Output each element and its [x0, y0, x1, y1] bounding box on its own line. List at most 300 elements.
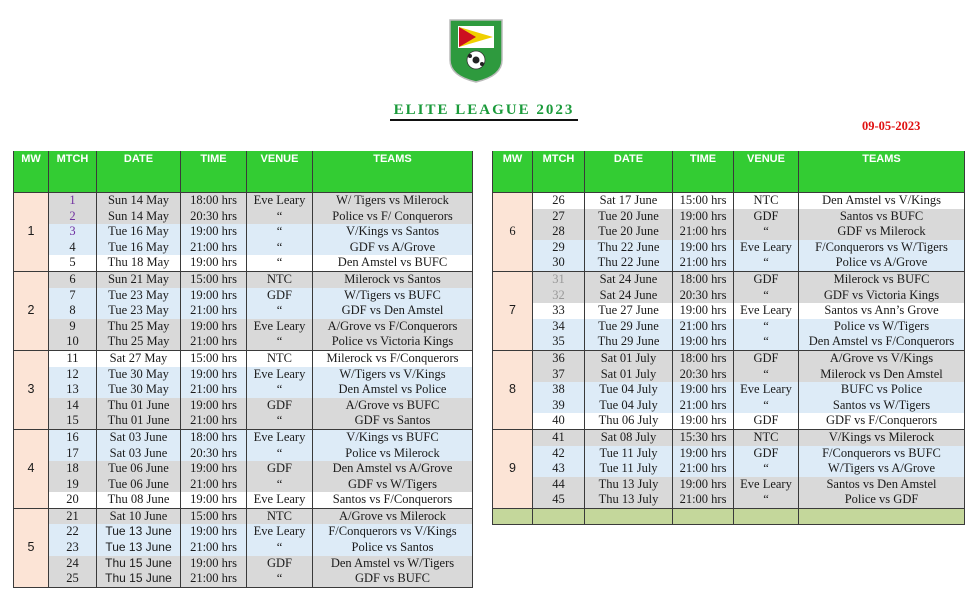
table-header-row	[14, 151, 473, 193]
match-date: Thu 06 July	[585, 413, 673, 429]
match-date: Sat 03 June	[97, 429, 181, 445]
match-venue: “	[247, 224, 313, 240]
match-time: 19:00 hrs	[181, 224, 247, 240]
match-number: 32	[533, 288, 585, 304]
match-time: 19:00 hrs	[181, 492, 247, 508]
matchweek-cell: 3	[14, 350, 49, 429]
match-venue: Eve Leary	[734, 240, 799, 256]
match-venue: “	[734, 288, 799, 304]
table-row	[14, 556, 473, 572]
table-row	[14, 224, 473, 240]
table-row	[493, 367, 965, 383]
match-venue: GDF	[247, 461, 313, 477]
match-time: 19:00 hrs	[181, 319, 247, 335]
match-time: 21:00 hrs	[181, 413, 247, 429]
match-venue: “	[247, 477, 313, 493]
match-date: Thu 25 May	[97, 319, 181, 335]
match-number: 35	[533, 334, 585, 350]
match-date: Sun 14 May	[97, 209, 181, 225]
match-time: 19:00 hrs	[673, 382, 734, 398]
match-teams: GDF vs A/Grove	[313, 240, 473, 256]
match-date: Thu 22 June	[585, 240, 673, 256]
match-venue: GDF	[247, 556, 313, 572]
match-number: 20	[49, 492, 97, 508]
table-row	[14, 413, 473, 429]
match-venue: Eve Leary	[734, 477, 799, 493]
table-row	[14, 255, 473, 271]
match-number: 14	[49, 398, 97, 414]
match-teams: GDF vs Santos	[313, 413, 473, 429]
match-venue: “	[247, 209, 313, 225]
match-teams: V/Kings vs BUFC	[313, 429, 473, 445]
match-teams: F/Conquerors vs V/Kings	[313, 524, 473, 540]
table-row	[14, 540, 473, 556]
match-venue: “	[247, 382, 313, 398]
match-date: Sat 10 June	[97, 508, 181, 524]
match-number: 42	[533, 446, 585, 462]
match-number: 24	[49, 556, 97, 572]
match-teams: Santos vs Den Amstel	[799, 477, 965, 493]
match-number: 5	[49, 255, 97, 271]
table-row	[14, 334, 473, 350]
match-number: 15	[49, 413, 97, 429]
col-header-venue: VENUE	[734, 151, 799, 193]
match-venue: NTC	[247, 271, 313, 287]
matchweek-cell: 4	[14, 429, 49, 508]
table-row	[493, 224, 965, 240]
match-teams: W/Tigers vs BUFC	[313, 288, 473, 304]
match-time: 19:00 hrs	[673, 240, 734, 256]
match-number: 12	[49, 367, 97, 383]
col-header-teams: TEAMS	[799, 151, 965, 193]
table-row	[493, 461, 965, 477]
match-date: Tue 20 June	[585, 209, 673, 225]
match-number: 19	[49, 477, 97, 493]
match-teams: Police vs Santos	[313, 540, 473, 556]
match-venue: GDF	[734, 209, 799, 225]
fixtures-table-right	[492, 151, 965, 525]
match-date: Tue 30 May	[97, 367, 181, 383]
match-teams: Santos vs F/Conquerors	[313, 492, 473, 508]
match-venue: “	[247, 571, 313, 587]
match-number: 13	[49, 382, 97, 398]
match-date: Thu 13 July	[585, 492, 673, 508]
matchweek-cell: 8	[493, 350, 533, 429]
match-number: 44	[533, 477, 585, 493]
match-time: 21:00 hrs	[181, 571, 247, 587]
table-row	[14, 193, 473, 209]
match-date: Tue 04 July	[585, 398, 673, 414]
match-number: 6	[49, 271, 97, 287]
match-time: 20:30 hrs	[673, 367, 734, 383]
table-row	[14, 382, 473, 398]
match-number: 33	[533, 303, 585, 319]
match-number: 36	[533, 350, 585, 366]
filler-cell	[673, 508, 734, 525]
match-time: 18:00 hrs	[181, 193, 247, 209]
match-date: Tue 16 May	[97, 224, 181, 240]
match-time: 15:00 hrs	[181, 508, 247, 524]
match-venue: NTC	[734, 429, 799, 445]
match-teams: GDF vs W/Tigers	[313, 477, 473, 493]
match-number: 41	[533, 429, 585, 445]
match-teams: Police vs F/ Conquerors	[313, 209, 473, 225]
match-venue: Eve Leary	[247, 492, 313, 508]
match-date: Tue 04 July	[585, 382, 673, 398]
match-time: 21:00 hrs	[673, 224, 734, 240]
match-number: 7	[49, 288, 97, 304]
match-teams: GDF vs F/Conquerors	[799, 413, 965, 429]
match-venue: GDF	[734, 350, 799, 366]
match-teams: GDF vs BUFC	[313, 571, 473, 587]
table-row	[493, 303, 965, 319]
match-number: 16	[49, 429, 97, 445]
match-venue: Eve Leary	[734, 382, 799, 398]
col-header-date: DATE	[585, 151, 673, 193]
match-venue: “	[247, 303, 313, 319]
match-venue: Eve Leary	[247, 429, 313, 445]
match-date: Tue 13 June	[97, 524, 181, 540]
match-date: Sat 01 July	[585, 367, 673, 383]
match-date: Sat 24 June	[585, 271, 673, 287]
col-header-mw: MW	[493, 151, 533, 193]
match-time: 19:00 hrs	[181, 288, 247, 304]
table-row	[493, 413, 965, 429]
table-header-row	[493, 151, 965, 193]
match-date: Thu 01 June	[97, 413, 181, 429]
match-time: 18:00 hrs	[673, 271, 734, 287]
match-date: Sat 03 June	[97, 446, 181, 462]
match-date: Sun 14 May	[97, 193, 181, 209]
table-row	[14, 209, 473, 225]
match-time: 21:00 hrs	[673, 319, 734, 335]
match-number: 25	[49, 571, 97, 587]
match-number: 45	[533, 492, 585, 508]
match-date: Thu 01 June	[97, 398, 181, 414]
table-row	[493, 319, 965, 335]
match-number: 21	[49, 508, 97, 524]
match-teams: A/Grove vs BUFC	[313, 398, 473, 414]
match-teams: Police vs GDF	[799, 492, 965, 508]
match-teams: V/Kings vs Santos	[313, 224, 473, 240]
match-time: 21:00 hrs	[181, 540, 247, 556]
table-row	[493, 209, 965, 225]
match-time: 21:00 hrs	[181, 382, 247, 398]
match-time: 15:00 hrs	[181, 271, 247, 287]
filler-cell	[533, 508, 585, 525]
match-teams: Den Amstel vs V/Kings	[799, 193, 965, 209]
matchweek-cell: 9	[493, 429, 533, 508]
match-number: 40	[533, 413, 585, 429]
match-venue: “	[734, 224, 799, 240]
gff-crest-logo	[446, 16, 506, 84]
match-time: 21:00 hrs	[181, 334, 247, 350]
match-date: Sat 08 July	[585, 429, 673, 445]
match-time: 15:00 hrs	[181, 350, 247, 366]
match-venue: Eve Leary	[247, 524, 313, 540]
table-row	[493, 446, 965, 462]
match-teams: A/Grove vs V/Kings	[799, 350, 965, 366]
match-time: 19:00 hrs	[181, 524, 247, 540]
matchweek-cell: 7	[493, 271, 533, 350]
match-time: 19:00 hrs	[673, 334, 734, 350]
col-header-time: TIME	[673, 151, 734, 193]
match-teams: GDF vs Milerock	[799, 224, 965, 240]
table-row	[493, 477, 965, 493]
match-date: Tue 20 June	[585, 224, 673, 240]
filler-cell	[585, 508, 673, 525]
match-number: 8	[49, 303, 97, 319]
match-venue: NTC	[734, 193, 799, 209]
table-row	[493, 255, 965, 271]
table-row	[493, 334, 965, 350]
match-teams: Police vs A/Grove	[799, 255, 965, 271]
match-time: 19:00 hrs	[673, 209, 734, 225]
col-header-time: TIME	[181, 151, 247, 193]
match-number: 39	[533, 398, 585, 414]
match-number: 9	[49, 319, 97, 335]
match-teams: Den Amstel vs F/Conquerors	[799, 334, 965, 350]
match-number: 31	[533, 271, 585, 287]
match-date: Sat 01 July	[585, 350, 673, 366]
match-time: 19:00 hrs	[673, 303, 734, 319]
match-venue: “	[734, 319, 799, 335]
table-row	[14, 508, 473, 524]
matchweek-cell: 5	[14, 508, 49, 587]
match-venue: “	[247, 240, 313, 256]
match-time: 15:30 hrs	[673, 429, 734, 445]
match-date: Tue 23 May	[97, 288, 181, 304]
table-row	[14, 367, 473, 383]
match-time: 21:00 hrs	[181, 240, 247, 256]
match-date: Sat 24 June	[585, 288, 673, 304]
match-venue: “	[247, 413, 313, 429]
match-number: 27	[533, 209, 585, 225]
match-teams: Milerock vs Den Amstel	[799, 367, 965, 383]
match-teams: Police vs Milerock	[313, 446, 473, 462]
table-row	[14, 350, 473, 366]
match-teams: Santos vs BUFC	[799, 209, 965, 225]
match-time: 19:00 hrs	[181, 461, 247, 477]
match-number: 37	[533, 367, 585, 383]
match-time: 15:00 hrs	[673, 193, 734, 209]
match-number: 10	[49, 334, 97, 350]
match-time: 21:00 hrs	[673, 255, 734, 271]
match-teams: Police vs W/Tigers	[799, 319, 965, 335]
table-row	[14, 524, 473, 540]
match-teams: F/Conquerors vs W/Tigers	[799, 240, 965, 256]
match-date: Thu 18 May	[97, 255, 181, 271]
table-row	[14, 271, 473, 287]
match-date: Tue 11 July	[585, 446, 673, 462]
match-date: Tue 29 June	[585, 319, 673, 335]
match-date: Sat 27 May	[97, 350, 181, 366]
match-time: 19:00 hrs	[673, 413, 734, 429]
match-date: Thu 22 June	[585, 255, 673, 271]
match-teams: W/Tigers vs V/Kings	[313, 367, 473, 383]
match-venue: “	[247, 540, 313, 556]
match-date: Tue 30 May	[97, 382, 181, 398]
table-row	[493, 429, 965, 445]
document-date: 09-05-2023	[862, 119, 921, 133]
table-row	[14, 446, 473, 462]
match-venue: GDF	[734, 271, 799, 287]
match-teams: GDF vs Victoria Kings	[799, 288, 965, 304]
match-date: Tue 27 June	[585, 303, 673, 319]
fixtures-table-left	[13, 151, 473, 588]
table-row	[493, 398, 965, 414]
match-teams: Santos vs Ann’s Grove	[799, 303, 965, 319]
match-number: 34	[533, 319, 585, 335]
table-row	[493, 240, 965, 256]
match-number: 29	[533, 240, 585, 256]
match-time: 20:30 hrs	[673, 288, 734, 304]
filler-cell	[493, 508, 533, 525]
match-teams: Den Amstel vs Police	[313, 382, 473, 398]
table-row	[493, 271, 965, 287]
table-row	[493, 350, 965, 366]
filler-cell	[799, 508, 965, 525]
match-venue: GDF	[247, 398, 313, 414]
table-row	[493, 193, 965, 209]
match-time: 20:30 hrs	[181, 209, 247, 225]
match-number: 22	[49, 524, 97, 540]
match-venue: “	[734, 461, 799, 477]
table-row	[14, 571, 473, 587]
match-venue: “	[247, 255, 313, 271]
match-time: 19:00 hrs	[673, 446, 734, 462]
match-number: 17	[49, 446, 97, 462]
match-number: 2	[49, 209, 97, 225]
match-venue: Eve Leary	[247, 319, 313, 335]
match-number: 4	[49, 240, 97, 256]
match-date: Tue 06 June	[97, 461, 181, 477]
match-venue: GDF	[734, 446, 799, 462]
table-row	[14, 398, 473, 414]
table-row	[493, 382, 965, 398]
match-teams: F/Conquerors vs BUFC	[799, 446, 965, 462]
match-teams: W/Tigers vs A/Grove	[799, 461, 965, 477]
match-date: Tue 23 May	[97, 303, 181, 319]
table-row	[14, 492, 473, 508]
match-venue: “	[247, 446, 313, 462]
match-date: Thu 15 June	[97, 571, 181, 587]
match-time: 20:30 hrs	[181, 446, 247, 462]
match-time: 19:00 hrs	[181, 255, 247, 271]
matchweek-cell: 6	[493, 193, 533, 272]
match-teams: Den Amstel vs BUFC	[313, 255, 473, 271]
col-header-mtch: MTCH	[49, 151, 97, 193]
match-date: Thu 08 June	[97, 492, 181, 508]
match-time: 19:00 hrs	[181, 556, 247, 572]
match-teams: GDF vs Den Amstel	[313, 303, 473, 319]
table-row	[493, 492, 965, 508]
match-venue: “	[734, 367, 799, 383]
match-time: 21:00 hrs	[181, 477, 247, 493]
match-time: 21:00 hrs	[673, 461, 734, 477]
match-number: 11	[49, 350, 97, 366]
match-teams: Police vs Victoria Kings	[313, 334, 473, 350]
match-number: 43	[533, 461, 585, 477]
match-number: 3	[49, 224, 97, 240]
match-teams: Milerock vs Santos	[313, 271, 473, 287]
col-header-venue: VENUE	[247, 151, 313, 193]
match-teams: A/Grove vs F/Conquerors	[313, 319, 473, 335]
match-venue: GDF	[734, 413, 799, 429]
match-time: 21:00 hrs	[181, 303, 247, 319]
match-time: 19:00 hrs	[673, 477, 734, 493]
match-venue: NTC	[247, 350, 313, 366]
match-venue: “	[734, 255, 799, 271]
match-time: 21:00 hrs	[673, 398, 734, 414]
match-teams: W/ Tigers vs Milerock	[313, 193, 473, 209]
col-header-teams: TEAMS	[313, 151, 473, 193]
empty-filler-row	[493, 508, 965, 525]
filler-cell	[734, 508, 799, 525]
match-venue: Eve Leary	[247, 193, 313, 209]
matchweek-cell: 1	[14, 193, 49, 272]
match-number: 30	[533, 255, 585, 271]
matchweek-cell: 2	[14, 271, 49, 350]
match-date: Tue 11 July	[585, 461, 673, 477]
match-time: 18:00 hrs	[181, 429, 247, 445]
match-venue: “	[734, 334, 799, 350]
match-venue: “	[734, 398, 799, 414]
match-teams: Santos vs W/Tigers	[799, 398, 965, 414]
match-number: 38	[533, 382, 585, 398]
match-venue: Eve Leary	[247, 367, 313, 383]
title-underline	[390, 119, 578, 121]
match-date: Thu 15 June	[97, 556, 181, 572]
match-date: Sun 21 May	[97, 271, 181, 287]
table-row	[14, 288, 473, 304]
match-date: Tue 13 June	[97, 540, 181, 556]
match-number: 28	[533, 224, 585, 240]
match-teams: Milerock vs BUFC	[799, 271, 965, 287]
match-date: Thu 25 May	[97, 334, 181, 350]
match-number: 26	[533, 193, 585, 209]
match-teams: A/Grove vs Milerock	[313, 508, 473, 524]
match-time: 18:00 hrs	[673, 350, 734, 366]
match-venue: Eve Leary	[734, 303, 799, 319]
table-row	[493, 288, 965, 304]
match-teams: Milerock vs F/Conquerors	[313, 350, 473, 366]
table-row	[14, 461, 473, 477]
match-teams: BUFC vs Police	[799, 382, 965, 398]
match-venue: “	[734, 492, 799, 508]
match-teams: Den Amstel vs A/Grove	[313, 461, 473, 477]
match-venue: GDF	[247, 288, 313, 304]
match-date: Thu 13 July	[585, 477, 673, 493]
match-date: Thu 29 June	[585, 334, 673, 350]
match-teams: V/Kings vs Milerock	[799, 429, 965, 445]
col-header-mtch: MTCH	[533, 151, 585, 193]
col-header-mw: MW	[14, 151, 49, 193]
match-date: Tue 16 May	[97, 240, 181, 256]
match-time: 19:00 hrs	[181, 398, 247, 414]
match-time: 21:00 hrs	[673, 492, 734, 508]
page-title: ELITE LEAGUE 2023	[393, 102, 575, 118]
match-time: 19:00 hrs	[181, 367, 247, 383]
match-date: Sat 17 June	[585, 193, 673, 209]
col-header-date: DATE	[97, 151, 181, 193]
match-date: Tue 06 June	[97, 477, 181, 493]
match-number: 23	[49, 540, 97, 556]
match-venue: NTC	[247, 508, 313, 524]
table-row	[14, 477, 473, 493]
match-number: 18	[49, 461, 97, 477]
match-number: 1	[49, 193, 97, 209]
